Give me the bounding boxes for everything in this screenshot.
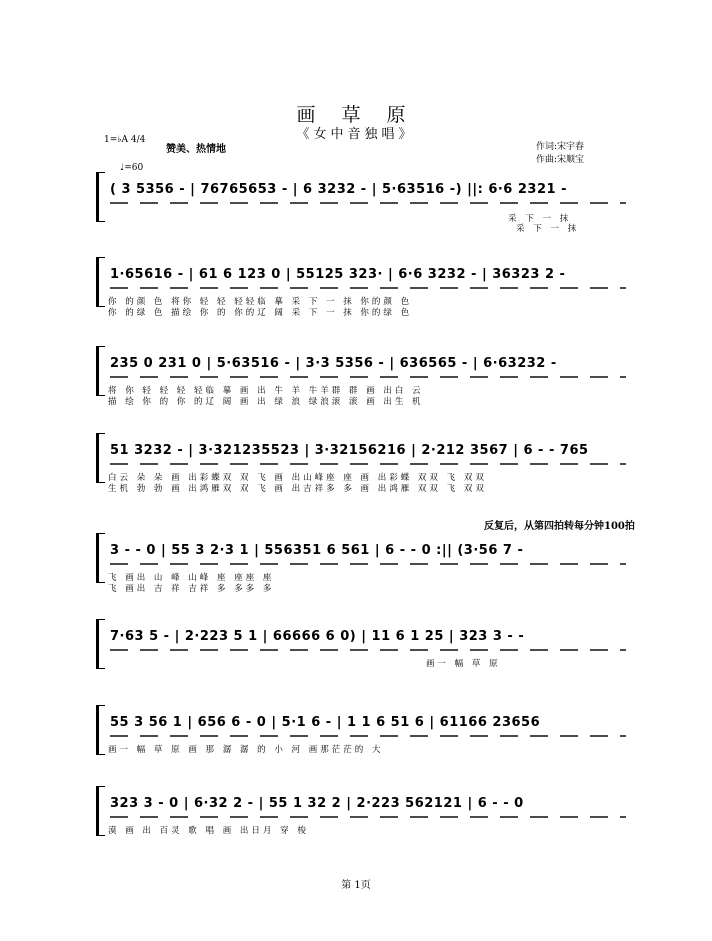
music-system-5 — [96, 537, 631, 594]
notation-line: 323 3 - 0 | 6·32 2 - | 55 1 32 2 | 2·223 562121 | 6 - - 0 — [110, 796, 524, 811]
lyric-line-1: 你 的颜 色 将你 轻 轻 轻轻临 摹 采 下 一 抹 你的颜 色 — [108, 297, 413, 307]
music-system-2 — [96, 261, 631, 318]
music-system-1 — [96, 176, 631, 234]
music-system-8 — [96, 790, 631, 836]
tempo-marking: ♩=60 — [120, 163, 144, 173]
notation-line: ( 3 5356 - | 76765653 - | 6 3232 - | 5·63516 -) ||: 6·6 2321 - — [110, 182, 567, 197]
beam-underlines — [110, 463, 626, 465]
system-bracket — [96, 257, 105, 307]
system-bracket — [96, 533, 105, 583]
lyric-line-1: 画一 幅 草 原 画 那 潺 潺 的 小 河 画那茫茫的 大 — [108, 745, 384, 755]
expression-marking: 赞美、热情地 — [166, 144, 226, 155]
notation-line: 235 0 231 0 | 5·63516 - | 3·3 5356 - | 636565 - | 6·63232 - — [110, 356, 557, 371]
lyricist-credit: 作词:宋宇春 — [536, 142, 585, 152]
lyric-line-2: 采 下 一 抹 — [516, 224, 580, 234]
system-bracket — [96, 172, 105, 222]
music-system-4 — [96, 437, 631, 494]
notation-line: 7·63 5 - | 2·223 5 1 | 66666 6 0) | 11 6 1 25 | 323 3 - - — [110, 629, 525, 644]
beam-underlines — [110, 202, 626, 204]
music-system-6 — [96, 623, 631, 669]
lyric-line-1: 将 你 轻 轻 轻 轻临 摹 画 出 牛 羊 牛羊群 群 画 出白 云 — [108, 386, 424, 396]
system-bracket — [96, 705, 105, 755]
lyric-line-1: 画一 幅 草 原 — [426, 659, 501, 669]
music-system-3 — [96, 350, 631, 407]
notation-line: 3 - - 0 | 55 3 2·3 1 | 556351 6 561 | 6 - - 0 :|| (3·56 7 - — [110, 543, 524, 558]
system-bracket — [96, 433, 105, 483]
system-bracket — [96, 786, 105, 836]
lyric-line-2: 飞 画出 吉 祥 吉祥 多 多多 多 — [108, 584, 275, 594]
notation-line: 51 3232 - | 3·321235523 | 3·32156216 | 2·212 3567 | 6 - - 765 — [110, 443, 589, 458]
beam-underlines — [110, 287, 626, 289]
page-number: 第 1页 — [341, 880, 371, 891]
beam-underlines — [110, 735, 626, 737]
time-signature: 4/4 — [130, 135, 146, 145]
beam-underlines — [110, 563, 626, 565]
notation-line: 55 3 56 1 | 656 6 - 0 | 5·1 6 - | 1 1 6 51 6 | 61166 23656 — [110, 715, 541, 730]
lyric-line-2: 你 的绿 色 描绘 你 的 你的辽 阔 采 下 一 抹 你的绿 色 — [108, 308, 413, 318]
beam-underlines — [110, 816, 626, 818]
lyric-line-1: 采 下 一 抹 — [508, 214, 572, 224]
song-subtitle: 《女中音独唱》 — [296, 127, 416, 142]
system-bracket — [96, 346, 105, 396]
system-bracket — [96, 619, 105, 669]
lyric-line-1: 漠 画 出 百灵 歌 唱 画 出日月 穿 梭 — [108, 826, 309, 836]
lyric-line-2: 生机 勃 勃 画 出鸿雁双 双 飞 画 出吉祥多 多 画 出鸿雁 双双 飞 双双 — [108, 484, 487, 494]
composer-credit: 作曲:宋顺宝 — [536, 155, 585, 165]
repeat-instruction: 反复后，从第四拍转每分钟100拍 — [484, 521, 635, 532]
lyric-line-2: 描 绘 你 的 你 的辽 阔 画 出 绿 浪 绿浪滚 滚 画 出生 机 — [108, 397, 424, 407]
lyric-line-1: 白云 朵 朵 画 出彩蝶双 双 飞 画 出山峰座 座 画 出彩蝶 双双 飞 双双 — [108, 473, 487, 483]
key-signature — [104, 135, 145, 145]
notation-line: 1·65616 - | 61 6 123 0 | 55125 323· | 6·6 3232 - | 36323 2 - — [110, 267, 566, 282]
music-system-7 — [96, 709, 631, 755]
lyric-line-1: 飞 画出 山 峰 山峰 座 座座 座 — [108, 573, 275, 583]
beam-underlines — [110, 649, 626, 651]
key-label: 1=♭A — [104, 135, 129, 145]
song-title: 画 草 原 — [296, 104, 416, 126]
beam-underlines — [110, 376, 626, 378]
